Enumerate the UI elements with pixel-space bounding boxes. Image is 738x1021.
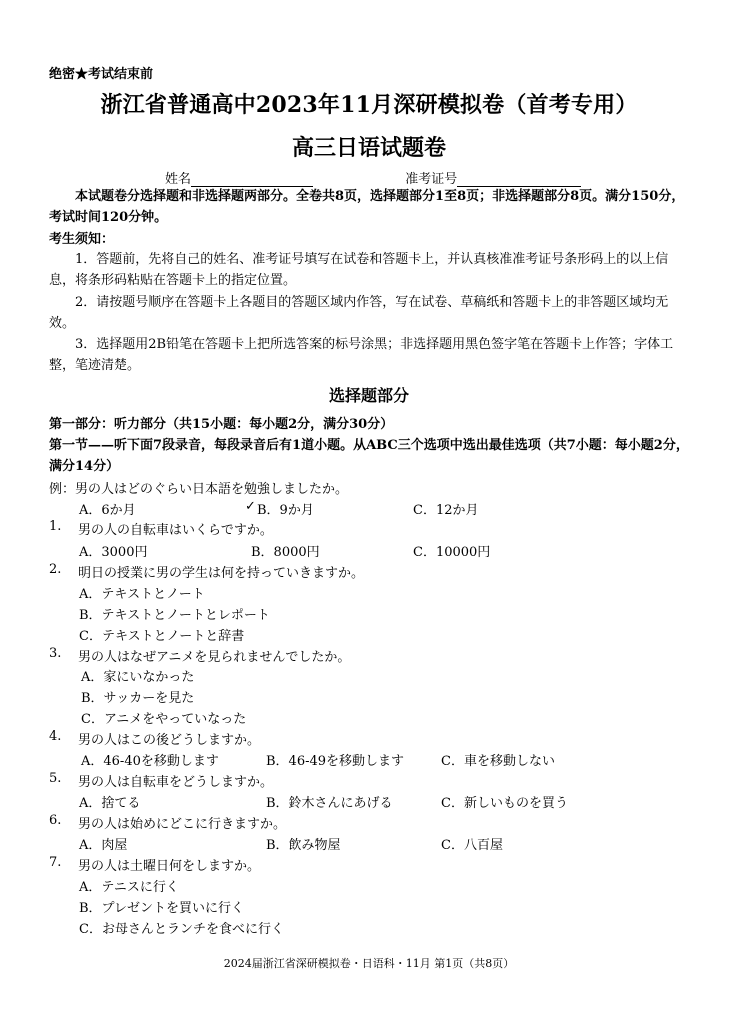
option: B．テキストとノートとレポート bbox=[79, 608, 270, 623]
intro-text: 本试题卷分选择题和非选择题两部分。全卷共8页，选择题部分1至8页；非选择题部分8页。满分150分，考试时间120分钟。 bbox=[49, 189, 685, 225]
notice-item: 1．答题前，先将自己的姓名、准考证号填写在试卷和答题卡上，并认真核准准考证号条形码上的以上信息，将条形码粘贴在答题卡上的指定位置。 bbox=[49, 252, 669, 288]
question-text: 男の人はなぜアニメを見られませんでしたか。 bbox=[78, 650, 351, 665]
option: C．アニメをやっていなった bbox=[81, 712, 247, 727]
example-question: 例：男の人はどのぐらい日本語を勉強しましたか。 bbox=[49, 482, 349, 497]
question-text: 男の人の自転車はいくらですか。 bbox=[78, 523, 273, 538]
option: C．新しいものを買う bbox=[441, 796, 568, 811]
option: B．46-49を移動します bbox=[266, 754, 405, 769]
notice-item: 2．请按题号顺序在答题卡上各题目的答题区域内作答，写在试卷、草稿纸和答题卡上的非答题区域均无效。 bbox=[49, 295, 669, 331]
notice-title: 考生须知： bbox=[49, 232, 115, 247]
section-title: 选择题部分 bbox=[328, 386, 409, 405]
part1-title: 第一部分：听力部分（共15小题：每小题2分，满分30分） bbox=[49, 417, 394, 432]
secret-label: 绝密★考试结束前 bbox=[49, 67, 154, 82]
exam-id-label: 准考证号 bbox=[405, 172, 458, 187]
option: A．捨てる bbox=[79, 796, 141, 811]
name-blank bbox=[191, 172, 313, 187]
question-number: 5. bbox=[49, 771, 62, 786]
option: A．家にいなかった bbox=[81, 670, 195, 685]
example-option-c: C．12か月 bbox=[413, 503, 479, 518]
name-id-row bbox=[165, 168, 581, 187]
question-number: 6. bbox=[49, 813, 62, 828]
question-text: 男の人は自転車をどうしますか。 bbox=[78, 775, 274, 790]
option: C．お母さんとランチを食べに行く bbox=[79, 922, 284, 937]
question-number: 3. bbox=[49, 646, 62, 661]
question-text: 男の人はこの後どうしますか。 bbox=[78, 733, 261, 748]
check-icon: ✓ bbox=[245, 499, 256, 514]
question-number: 1. bbox=[49, 519, 62, 534]
question-text: 男の人は始めにどこに行きますか。 bbox=[78, 817, 287, 832]
option: A．肉屋 bbox=[79, 838, 128, 853]
part1-section1: 第一节——听下面7段录音，每段录音后有1道小题。从ABC三个选项中选出最佳选项（共7小题：每小题2分，满分14分） bbox=[49, 438, 689, 474]
exam-title: 浙江省普通高中2023年11月深研模拟卷（首考专用） bbox=[100, 92, 638, 118]
option: B．サッカーを見た bbox=[81, 691, 195, 706]
option: A．テニスに行く bbox=[79, 880, 179, 895]
option: B．鈴木さんにあげる bbox=[266, 796, 393, 811]
notice-item: 3．选择题用2B铅笔在答题卡上把所选答案的标号涂黑；非选择题用黑色签字笔在答题卡上作答；字体工整，笔迹清楚。 bbox=[49, 337, 674, 373]
option: A．3000円 bbox=[79, 545, 148, 560]
example-option-b: B．9か月 bbox=[257, 503, 314, 518]
example-option-a: A．6か月 bbox=[79, 503, 136, 518]
exam-id-blank bbox=[457, 172, 581, 187]
question-number: 2. bbox=[49, 562, 62, 577]
option: C．テキストとノートと辞書 bbox=[79, 629, 245, 644]
option: C．車を移動しない bbox=[441, 754, 555, 769]
name-label: 姓名 bbox=[165, 172, 192, 187]
option: C．10000円 bbox=[413, 545, 491, 560]
option: B．8000円 bbox=[251, 545, 320, 560]
option: B．プレゼントを買いに行く bbox=[79, 901, 245, 916]
page-footer: 2024届浙江省深研模拟卷・日语科・11月 第1页（共8页） bbox=[223, 957, 515, 970]
option: C．八百屋 bbox=[441, 838, 503, 853]
option: A．46-40を移動します bbox=[81, 754, 219, 769]
question-text: 男の人は土曜日何をしますか。 bbox=[78, 859, 261, 874]
question-number: 4. bbox=[49, 729, 62, 744]
question-number: 7. bbox=[49, 855, 62, 870]
question-text: 明日の授業に男の学生は何を持っていきますか。 bbox=[78, 566, 365, 581]
exam-subtitle: 高三日语试题卷 bbox=[291, 135, 446, 161]
option: A．テキストとノート bbox=[79, 587, 205, 602]
option: B．飲み物屋 bbox=[266, 838, 341, 853]
